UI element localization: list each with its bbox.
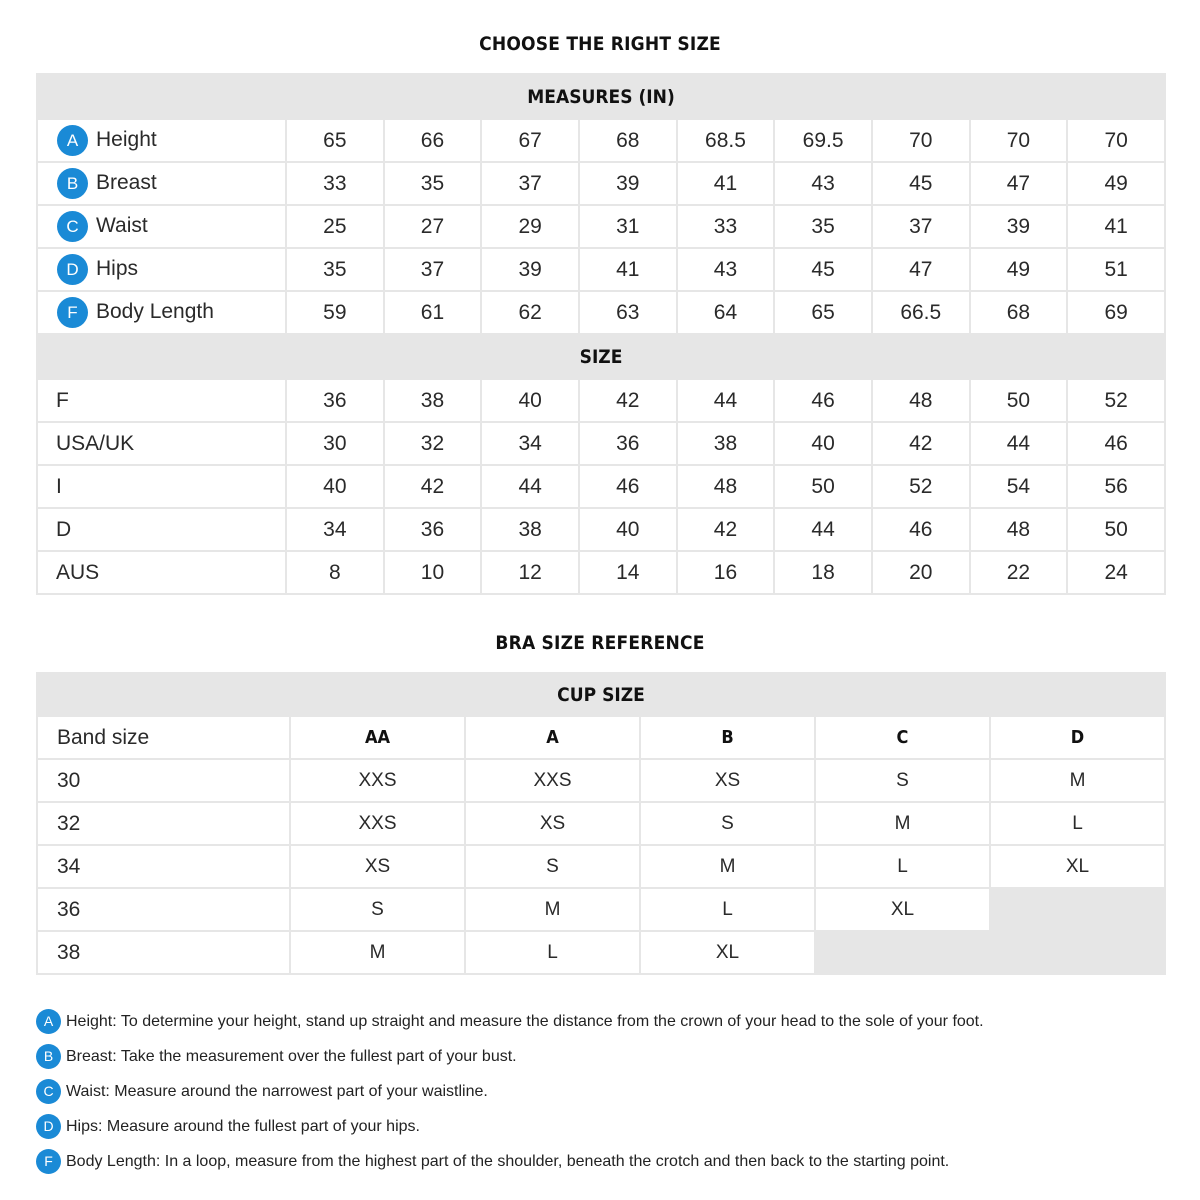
measure-value: 37 <box>384 248 482 291</box>
measure-value: 43 <box>677 248 775 291</box>
measure-value: 68 <box>579 119 677 162</box>
size-row <box>37 379 1165 422</box>
measure-value: 47 <box>970 162 1068 205</box>
size-value: 44 <box>677 379 775 422</box>
size-value: 30 <box>286 422 384 465</box>
size-value: 52 <box>872 465 970 508</box>
measure-value: 49 <box>1067 162 1165 205</box>
measure-label-cell <box>37 205 286 248</box>
size-value: 50 <box>970 379 1068 422</box>
cup-label: A <box>465 716 640 759</box>
bra-row <box>37 931 1165 974</box>
measure-value: 59 <box>286 291 384 334</box>
measure-badge: A <box>57 125 88 156</box>
measure-value: 29 <box>481 205 579 248</box>
bra-size-value: L <box>990 802 1165 845</box>
measure-value: 69 <box>1067 291 1165 334</box>
size-value: 52 <box>1067 379 1165 422</box>
measure-badge: D <box>57 254 88 285</box>
cup-label: B <box>640 716 815 759</box>
cup-label: AA <box>290 716 465 759</box>
size-value: 40 <box>286 465 384 508</box>
bra-size-value: XS <box>465 802 640 845</box>
size-header-row <box>37 334 1165 379</box>
measure-label: Height <box>96 128 157 152</box>
measure-row <box>37 162 1165 205</box>
measure-label: Body Length <box>96 300 214 324</box>
measure-row <box>37 248 1165 291</box>
measure-value: 51 <box>1067 248 1165 291</box>
bra-size-value: L <box>640 888 815 931</box>
measure-value: 65 <box>286 119 384 162</box>
size-value: 18 <box>774 551 872 594</box>
size-value: 40 <box>579 508 677 551</box>
measure-value: 70 <box>872 119 970 162</box>
bra-size-value: S <box>290 888 465 931</box>
measure-badge: B <box>57 168 88 199</box>
note-item <box>36 1039 1176 1074</box>
bra-size-value: XS <box>640 759 815 802</box>
measure-row <box>37 205 1165 248</box>
note-item <box>36 1004 1176 1039</box>
cup-size-header: CUP SIZE <box>37 673 1165 716</box>
size-value: 46 <box>1067 422 1165 465</box>
size-value: 22 <box>970 551 1068 594</box>
measure-value: 65 <box>774 291 872 334</box>
bra-size-value: M <box>815 802 990 845</box>
size-value: 12 <box>481 551 579 594</box>
measure-value: 39 <box>970 205 1068 248</box>
measure-value: 41 <box>677 162 775 205</box>
measure-value: 39 <box>579 162 677 205</box>
size-value: 44 <box>481 465 579 508</box>
bra-row <box>37 888 1165 931</box>
band-size-label: Band size <box>37 716 290 759</box>
page-title: CHOOSE THE RIGHT SIZE <box>479 33 721 55</box>
cup-label: C <box>815 716 990 759</box>
size-value: 42 <box>579 379 677 422</box>
measure-row <box>37 291 1165 334</box>
bra-size-value: S <box>640 802 815 845</box>
measure-row <box>37 119 1165 162</box>
bra-row <box>37 802 1165 845</box>
bra-section-title: BRA SIZE REFERENCE <box>495 632 705 654</box>
bra-size-value: L <box>465 931 640 974</box>
measure-value: 45 <box>872 162 970 205</box>
cup-label: D <box>990 716 1165 759</box>
measure-value: 68 <box>970 291 1068 334</box>
bra-size-value: XL <box>815 888 990 931</box>
measure-value: 62 <box>481 291 579 334</box>
size-value: 44 <box>774 508 872 551</box>
measure-label-cell <box>37 162 286 205</box>
size-value: 46 <box>872 508 970 551</box>
measure-value: 47 <box>872 248 970 291</box>
band-size: 38 <box>37 931 290 974</box>
note-badge: A <box>36 1009 61 1034</box>
size-value: 42 <box>872 422 970 465</box>
size-value: 34 <box>481 422 579 465</box>
measure-value: 43 <box>774 162 872 205</box>
measures-header: MEASURES (IN) <box>37 74 1165 119</box>
size-value: 44 <box>970 422 1068 465</box>
measure-value: 67 <box>481 119 579 162</box>
measure-value: 69.5 <box>774 119 872 162</box>
bra-size-value: L <box>815 845 990 888</box>
measure-label: Breast <box>96 171 157 195</box>
size-value: 50 <box>774 465 872 508</box>
measure-badge: F <box>57 297 88 328</box>
measure-label-cell <box>37 291 286 334</box>
measure-value: 64 <box>677 291 775 334</box>
bra-size-value: S <box>465 845 640 888</box>
measure-value: 61 <box>384 291 482 334</box>
measure-label: Waist <box>96 214 148 238</box>
measure-value: 39 <box>481 248 579 291</box>
size-value: 38 <box>481 508 579 551</box>
measure-value: 37 <box>481 162 579 205</box>
size-value: 48 <box>970 508 1068 551</box>
size-value: 16 <box>677 551 775 594</box>
size-value: 38 <box>677 422 775 465</box>
measure-value: 33 <box>286 162 384 205</box>
measure-value: 68.5 <box>677 119 775 162</box>
note-text: Body Length: In a loop, measure from the highest part of the shoulder, beneath the crotch and then back to the starting point. <box>66 1152 950 1170</box>
band-size: 32 <box>37 802 290 845</box>
size-value: 24 <box>1067 551 1165 594</box>
size-system-label: AUS <box>37 551 286 594</box>
bra-size-value: M <box>990 759 1165 802</box>
size-value: 38 <box>384 379 482 422</box>
measure-label-cell <box>37 119 286 162</box>
size-value: 42 <box>677 508 775 551</box>
size-value: 48 <box>677 465 775 508</box>
note-item <box>36 1109 1176 1144</box>
measure-value: 35 <box>384 162 482 205</box>
cup-header-row <box>37 716 1165 759</box>
size-value: 42 <box>384 465 482 508</box>
size-value: 14 <box>579 551 677 594</box>
measure-value: 41 <box>1067 205 1165 248</box>
note-text: Hips: Measure around the fullest part of your hips. <box>66 1117 420 1135</box>
empty-cell <box>990 931 1165 974</box>
note-text: Breast: Take the measurement over the fullest part of your bust. <box>66 1047 517 1065</box>
bra-size-table <box>36 672 1166 975</box>
band-size: 36 <box>37 888 290 931</box>
size-value: 46 <box>774 379 872 422</box>
note-item <box>36 1074 1176 1109</box>
bra-size-value: XXS <box>290 802 465 845</box>
bra-size-value: XL <box>640 931 815 974</box>
bra-size-value: M <box>465 888 640 931</box>
bra-size-value: XL <box>990 845 1165 888</box>
band-size: 34 <box>37 845 290 888</box>
measure-value: 25 <box>286 205 384 248</box>
size-row <box>37 465 1165 508</box>
measure-value: 63 <box>579 291 677 334</box>
measurement-notes <box>36 1004 1176 1179</box>
measure-value: 70 <box>970 119 1068 162</box>
measure-badge: C <box>57 211 88 242</box>
size-value: 40 <box>774 422 872 465</box>
size-value: 48 <box>872 379 970 422</box>
measure-value: 35 <box>286 248 384 291</box>
measure-value: 27 <box>384 205 482 248</box>
bra-size-value: XXS <box>290 759 465 802</box>
note-text: Height: To determine your height, stand up straight and measure the distance from the crown of your head to the sole of your foot. <box>66 1012 984 1030</box>
bra-size-value: M <box>640 845 815 888</box>
size-system-label: D <box>37 508 286 551</box>
size-value: 34 <box>286 508 384 551</box>
size-value: 56 <box>1067 465 1165 508</box>
bra-row <box>37 845 1165 888</box>
empty-cell <box>815 931 990 974</box>
size-value: 40 <box>481 379 579 422</box>
measure-value: 66 <box>384 119 482 162</box>
bra-size-value: S <box>815 759 990 802</box>
band-size: 30 <box>37 759 290 802</box>
note-badge: D <box>36 1114 61 1139</box>
size-value: 10 <box>384 551 482 594</box>
measure-value: 45 <box>774 248 872 291</box>
size-header: SIZE <box>37 334 1165 379</box>
measures-size-table <box>36 73 1166 595</box>
size-value: 32 <box>384 422 482 465</box>
bra-size-value: XS <box>290 845 465 888</box>
size-system-label: I <box>37 465 286 508</box>
size-row <box>37 551 1165 594</box>
size-value: 20 <box>872 551 970 594</box>
measure-value: 31 <box>579 205 677 248</box>
note-badge: F <box>36 1149 61 1174</box>
bra-size-value: XXS <box>465 759 640 802</box>
measure-value: 41 <box>579 248 677 291</box>
size-system-label: F <box>37 379 286 422</box>
size-value: 50 <box>1067 508 1165 551</box>
bra-row <box>37 759 1165 802</box>
cup-size-header-row <box>37 673 1165 716</box>
measure-value: 70 <box>1067 119 1165 162</box>
empty-cell <box>990 888 1165 931</box>
measure-value: 49 <box>970 248 1068 291</box>
measure-label-cell <box>37 248 286 291</box>
size-value: 36 <box>579 422 677 465</box>
measure-value: 66.5 <box>872 291 970 334</box>
measure-label: Hips <box>96 257 139 281</box>
size-value: 46 <box>579 465 677 508</box>
measure-value: 37 <box>872 205 970 248</box>
size-system-label: USA/UK <box>37 422 286 465</box>
note-text: Waist: Measure around the narrowest part of your waistline. <box>66 1082 488 1100</box>
size-value: 8 <box>286 551 384 594</box>
size-value: 54 <box>970 465 1068 508</box>
bra-size-value: M <box>290 931 465 974</box>
size-value: 36 <box>286 379 384 422</box>
size-row <box>37 508 1165 551</box>
measures-header-row <box>37 74 1165 119</box>
size-row <box>37 422 1165 465</box>
size-value: 36 <box>384 508 482 551</box>
note-badge: B <box>36 1044 61 1069</box>
note-item <box>36 1144 1176 1179</box>
measure-value: 35 <box>774 205 872 248</box>
note-badge: C <box>36 1079 61 1104</box>
measure-value: 33 <box>677 205 775 248</box>
